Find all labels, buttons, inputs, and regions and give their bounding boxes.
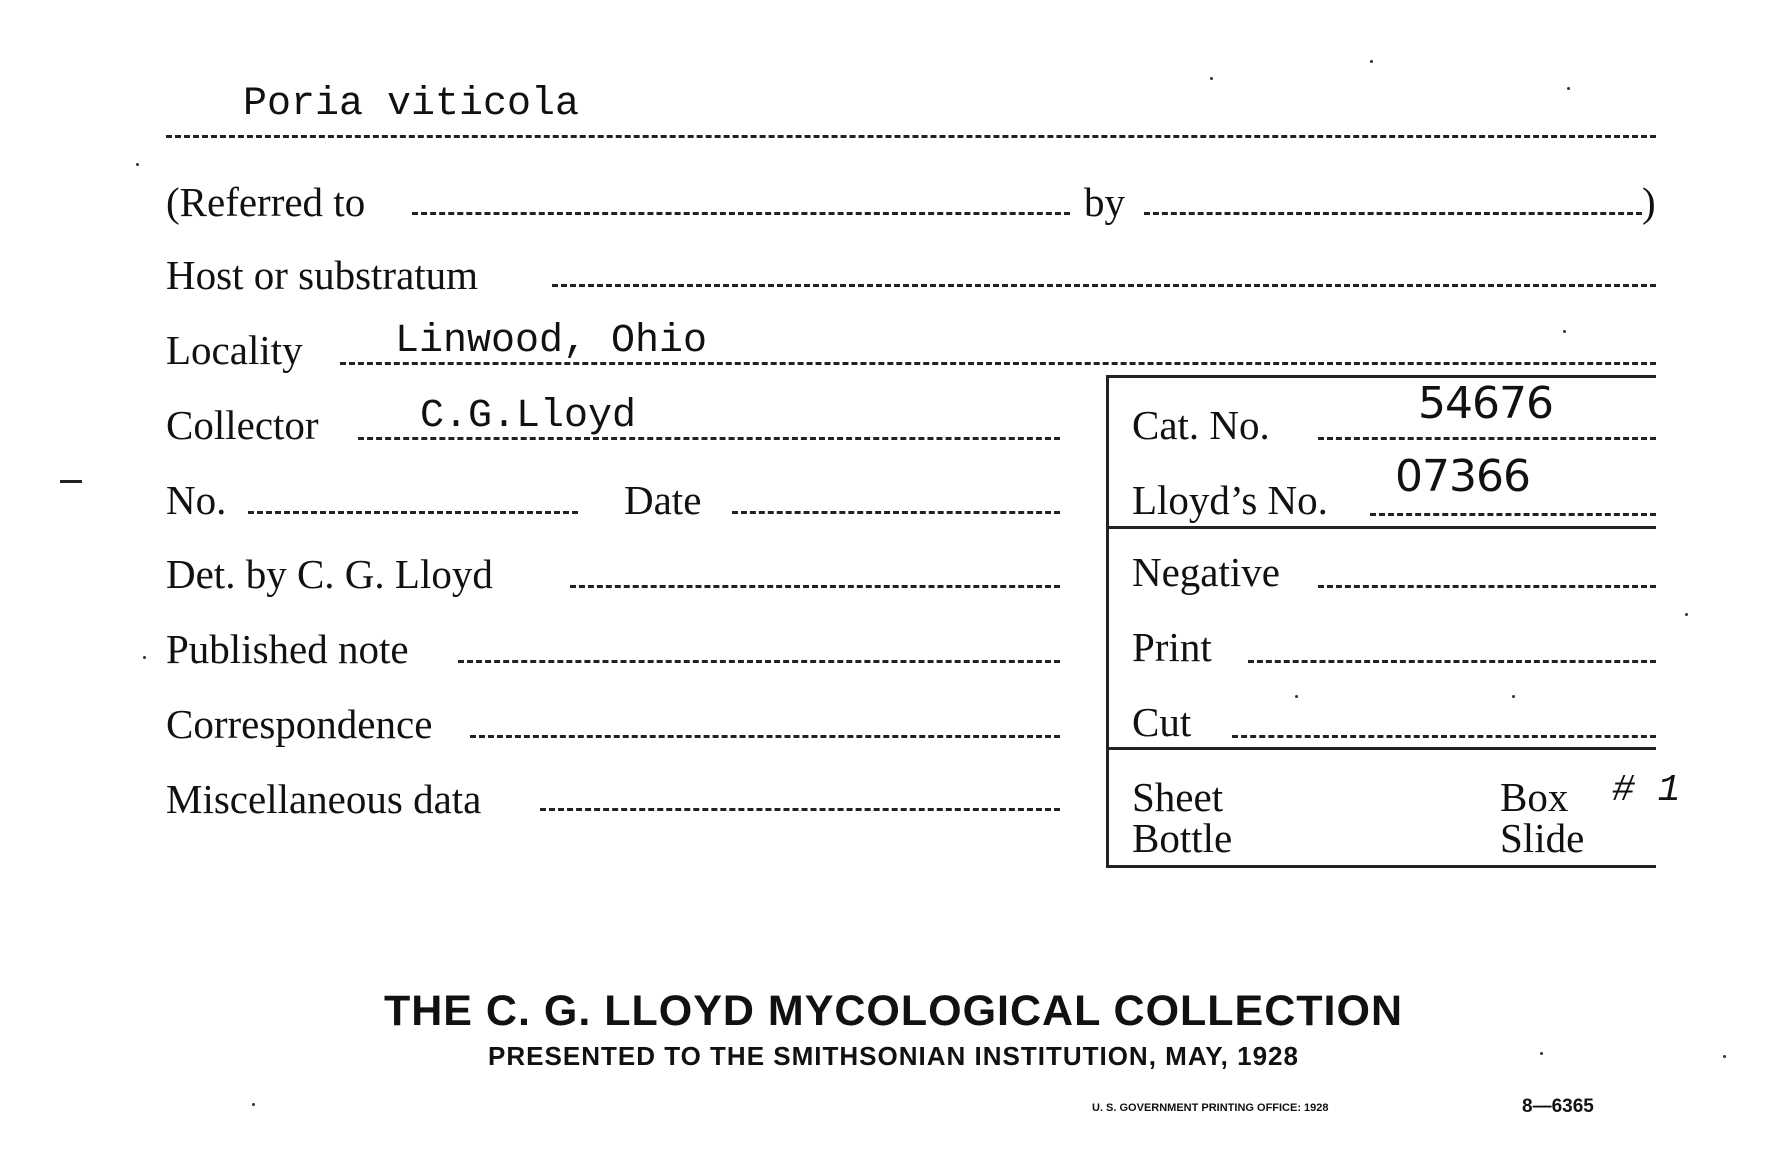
slide-label: Slide [1500, 815, 1585, 861]
published-note-line [458, 660, 1060, 663]
box-label: Box [1500, 774, 1569, 820]
cut-label: Cut [1132, 699, 1192, 745]
date-label: Date [624, 477, 702, 523]
speck [1210, 77, 1213, 80]
lloyds-no-value: 07366 [1395, 451, 1530, 502]
correspondence-line [470, 735, 1060, 738]
published-note-label: Published note [166, 626, 409, 672]
date-line [732, 511, 1060, 514]
speck [1540, 1052, 1543, 1055]
correspondence-label: Correspondence [166, 701, 433, 747]
scan-mark [60, 480, 82, 483]
misc-data-line [540, 808, 1060, 811]
sheet-label: Sheet [1132, 774, 1224, 820]
collector-value: C.G.Lloyd [420, 394, 637, 439]
by-line [1144, 212, 1642, 215]
negative-line [1318, 585, 1656, 588]
referred-to-line [412, 212, 1070, 215]
speck [143, 656, 146, 659]
lloyds-no-line [1370, 513, 1656, 516]
box-rule-2 [1108, 747, 1656, 750]
locality-label: Locality [166, 327, 303, 373]
cut-line [1232, 735, 1656, 738]
det-by-label: Det. by C. G. Lloyd [166, 551, 493, 597]
bottle-label: Bottle [1132, 815, 1233, 861]
locality-line [340, 362, 1656, 365]
cat-no-line [1318, 437, 1656, 440]
print-label: Print [1132, 624, 1212, 670]
speck [252, 1103, 255, 1106]
species-line [166, 135, 1656, 138]
speck [1512, 695, 1515, 698]
speck [1563, 330, 1566, 333]
form-number: 8—6365 [1522, 1096, 1594, 1117]
speck [1567, 87, 1570, 90]
collector-label: Collector [166, 402, 319, 448]
printer-imprint: U. S. GOVERNMENT PRINTING OFFICE: 1928 [1092, 1102, 1329, 1114]
box-left-rule [1106, 375, 1109, 868]
collector-line [358, 437, 1060, 440]
host-line [552, 284, 1656, 287]
locality-value: Linwood, Ohio [395, 319, 708, 364]
footer-title-row [0, 987, 1787, 1035]
speck [136, 163, 139, 166]
det-by-line [570, 585, 1060, 588]
by-label: by [1084, 179, 1125, 225]
host-label: Host or substratum [166, 252, 479, 298]
no-line [248, 511, 578, 514]
close-paren: ) [1642, 179, 1656, 225]
speck [1295, 695, 1298, 698]
speck [1370, 60, 1373, 63]
collection-title: THE C. G. LLOYD MYCOLOGICAL COLLECTION [383, 987, 1404, 1035]
box-top-rule [1108, 375, 1656, 378]
collection-subtitle: PRESENTED TO THE SMITHSONIAN INSTITUTION, MAY, 1928 [488, 1041, 1299, 1071]
misc-data-label: Miscellaneous data [166, 776, 482, 822]
speck [1723, 1055, 1726, 1058]
cat-no-label: Cat. No. [1132, 402, 1270, 448]
box-value: # 1 [1612, 769, 1681, 812]
species-name: Poria viticola [243, 82, 580, 127]
lloyds-no-label: Lloyd’s No. [1132, 477, 1328, 523]
footer-subtitle-row [0, 1043, 1787, 1070]
no-label: No. [166, 477, 227, 523]
print-line [1248, 660, 1656, 663]
box-rule-1 [1108, 526, 1656, 529]
box-bottom-rule [1108, 865, 1656, 868]
referred-to-label: (Referred to [166, 179, 366, 225]
speck [1685, 613, 1688, 616]
cat-no-value: 54676 [1418, 378, 1553, 429]
negative-label: Negative [1132, 549, 1280, 595]
